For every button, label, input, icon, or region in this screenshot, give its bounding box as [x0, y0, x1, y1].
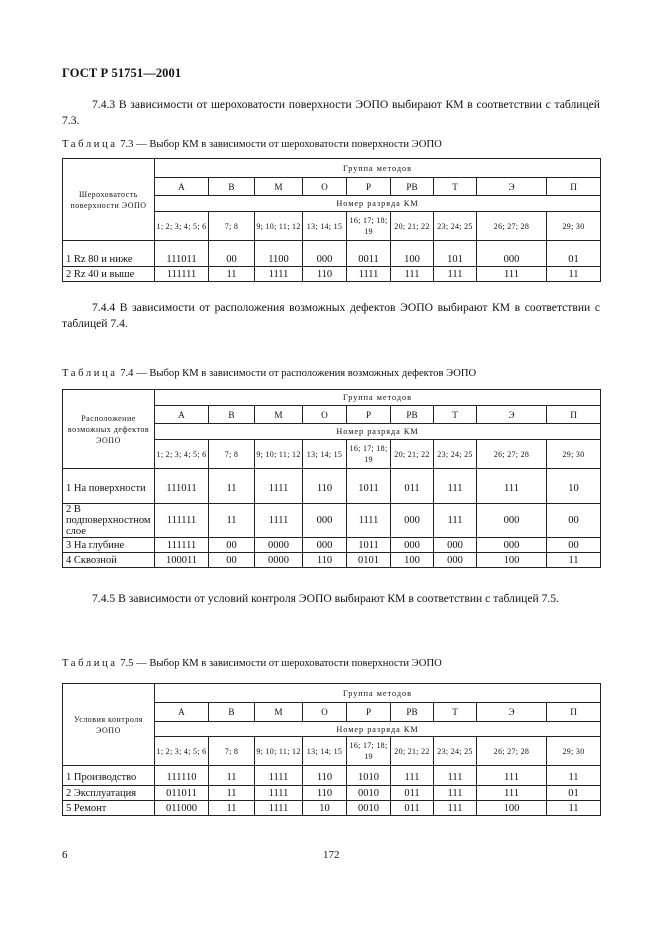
table-7-3: [62, 158, 601, 282]
value-cell: 1111: [255, 267, 303, 282]
value-cell: 000: [434, 553, 477, 568]
value-cell: 111110: [155, 771, 209, 786]
row-label-cell: 5 Ремонт: [63, 801, 155, 816]
rank-cell: 9; 10; 11; 12: [255, 737, 303, 766]
row-label-cell: 1 Производство: [63, 771, 155, 786]
value-cell: 10: [303, 801, 347, 816]
group-header-cell: М: [255, 178, 303, 196]
row-label-cell: 2 Rz 40 и выше: [63, 267, 155, 282]
value-cell: 111011: [155, 474, 209, 504]
value-cell: 111: [391, 267, 434, 282]
group-header-cell: В: [209, 178, 255, 196]
table-head-cell: Условия контроля ЭОПО: [63, 684, 155, 766]
value-cell: 111011: [155, 253, 209, 267]
row-label-cell: 3 На глубине: [63, 538, 155, 553]
group-header-cell: Э: [477, 406, 547, 424]
rank-cell: 23; 24; 25: [434, 737, 477, 766]
rank-cell: 9; 10; 11; 12: [255, 440, 303, 469]
value-cell: 0011: [347, 253, 391, 267]
value-cell: 100011: [155, 553, 209, 568]
group-header-cell: О: [303, 178, 347, 196]
row-label-cell: 2 Эксплуатация: [63, 786, 155, 801]
paragraph-7-4-4: 7.4.4 В зависимости от расположения возможных дефектов ЭОПО выбирают КМ в соответствии с таблицей 7.4.: [62, 301, 600, 330]
value-cell: 111: [434, 771, 477, 786]
rank-cell: 16; 17; 18; 19: [347, 440, 391, 469]
value-cell: 111111: [155, 504, 209, 538]
spacer-cell: [155, 241, 209, 253]
methods-group-header: Группа методов: [155, 159, 601, 178]
rank-cell: 13; 14; 15: [303, 440, 347, 469]
group-header-cell: О: [303, 406, 347, 424]
value-cell: 111: [434, 267, 477, 282]
value-cell: 000: [391, 538, 434, 553]
value-cell: 00: [209, 253, 255, 267]
spacer-cell: [63, 241, 155, 253]
spacer-row: [63, 241, 601, 253]
value-cell: 100: [477, 553, 547, 568]
value-cell: 000: [477, 253, 547, 267]
value-cell: 111: [477, 786, 547, 801]
table-7-4-caption: [62, 368, 476, 379]
value-cell: 000: [303, 253, 347, 267]
value-cell: 110: [303, 771, 347, 786]
value-cell: 110: [303, 267, 347, 282]
value-cell: 111: [434, 801, 477, 816]
group-header-cell: РВ: [391, 703, 434, 722]
rank-cell: 9; 10; 11; 12: [255, 212, 303, 241]
group-header-cell: В: [209, 406, 255, 424]
value-cell: 11: [547, 801, 601, 816]
caption-text: 7.4 — Выбор КМ в зависимости от расположения возможных дефектов ЭОПО: [117, 368, 477, 379]
rank-cell: 20; 21; 22: [391, 737, 434, 766]
group-header-cell: Р: [347, 703, 391, 722]
rank-cell: 26; 27; 28: [477, 440, 547, 469]
value-cell: 000: [477, 538, 547, 553]
rank-cell: 7; 8: [209, 737, 255, 766]
value-cell: 111: [477, 771, 547, 786]
value-cell: 1011: [347, 538, 391, 553]
group-header-cell: П: [547, 178, 601, 196]
value-cell: 100: [391, 253, 434, 267]
value-cell: 11: [209, 786, 255, 801]
value-cell: 011: [391, 786, 434, 801]
value-cell: 1010: [347, 771, 391, 786]
paragraph-7-4-3: 7.4.3 В зависимости от шероховатости поверхности ЭОПО выбирают КМ в соответствии с таблицей 7.3.: [62, 98, 600, 127]
value-cell: 000: [434, 538, 477, 553]
value-cell: 111: [434, 474, 477, 504]
paragraph-7-4-5: 7.4.5 В зависимости от условий контроля ЭОПО выбирают КМ в соответствии с таблицей 7.5.: [92, 592, 559, 605]
value-cell: 1111: [347, 267, 391, 282]
value-cell: 1011: [347, 474, 391, 504]
value-cell: 000: [477, 504, 547, 538]
rank-cell: 29; 30: [547, 212, 601, 241]
row-label-cell: 4 Сквозной: [63, 553, 155, 568]
caption-word: Таблица: [62, 139, 118, 150]
table-row: [63, 553, 601, 568]
caption-word: Таблица: [62, 658, 118, 669]
group-header-cell: РВ: [391, 178, 434, 196]
group-header-cell: П: [547, 406, 601, 424]
spacer-cell: [434, 241, 477, 253]
caption-word: Таблица: [62, 368, 118, 379]
group-header-cell: Т: [434, 178, 477, 196]
value-cell: 000: [391, 504, 434, 538]
value-cell: 11: [547, 267, 601, 282]
rank-number-header: Номер разряда КМ: [155, 196, 601, 212]
value-cell: 0010: [347, 801, 391, 816]
value-cell: 11: [209, 474, 255, 504]
value-cell: 111: [477, 267, 547, 282]
value-cell: 00: [209, 553, 255, 568]
group-header-cell: Э: [477, 703, 547, 722]
value-cell: 110: [303, 553, 347, 568]
value-cell: 01: [547, 786, 601, 801]
value-cell: 11: [209, 267, 255, 282]
group-header-cell: РВ: [391, 406, 434, 424]
table-row: [63, 253, 601, 267]
value-cell: 100: [391, 553, 434, 568]
group-header-cell: М: [255, 406, 303, 424]
group-header-cell: Т: [434, 703, 477, 722]
value-cell: 11: [209, 771, 255, 786]
value-cell: 1111: [255, 801, 303, 816]
table-row: [63, 504, 601, 538]
value-cell: 101: [434, 253, 477, 267]
spacer-cell: [209, 241, 255, 253]
rank-cell: 7; 8: [209, 440, 255, 469]
rank-number-header: Номер разряда КМ: [155, 424, 601, 440]
group-header-cell: Э: [477, 178, 547, 196]
row-label-cell: 2 В подповерхностном слое: [63, 504, 155, 538]
table-row: [63, 538, 601, 553]
rank-cell: 29; 30: [547, 440, 601, 469]
table-row: [63, 474, 601, 504]
value-cell: 1111: [347, 504, 391, 538]
rank-cell: 20; 21; 22: [391, 440, 434, 469]
rank-cell: 20; 21; 22: [391, 212, 434, 241]
rank-cell: 23; 24; 25: [434, 212, 477, 241]
group-header-cell: П: [547, 703, 601, 722]
methods-group-header: Группа методов: [155, 684, 601, 703]
group-header-cell: О: [303, 703, 347, 722]
page-number-center: 172: [323, 849, 340, 861]
value-cell: 000: [303, 504, 347, 538]
value-cell: 1111: [255, 474, 303, 504]
value-cell: 111111: [155, 267, 209, 282]
rank-cell: 13; 14; 15: [303, 737, 347, 766]
value-cell: 1111: [255, 771, 303, 786]
group-header-cell: Т: [434, 406, 477, 424]
value-cell: 0010: [347, 786, 391, 801]
value-cell: 11: [209, 504, 255, 538]
table-row: [63, 267, 601, 282]
table-row: [63, 786, 601, 801]
value-cell: 100: [477, 801, 547, 816]
methods-group-header: Группа методов: [155, 390, 601, 406]
value-cell: 110: [303, 474, 347, 504]
value-cell: 111: [477, 474, 547, 504]
rank-cell: 23; 24; 25: [434, 440, 477, 469]
rank-number-header: Номер разряда КМ: [155, 722, 601, 737]
group-header-cell: М: [255, 703, 303, 722]
group-header-cell: Р: [347, 178, 391, 196]
value-cell: 11: [547, 771, 601, 786]
value-cell: 111: [434, 786, 477, 801]
value-cell: 00: [547, 538, 601, 553]
value-cell: 11: [209, 801, 255, 816]
value-cell: 00: [547, 504, 601, 538]
rank-cell: 16; 17; 18; 19: [347, 212, 391, 241]
group-header-cell: А: [155, 406, 209, 424]
table-row: [63, 771, 601, 786]
spacer-cell: [303, 241, 347, 253]
spacer-cell: [547, 241, 601, 253]
spacer-cell: [391, 241, 434, 253]
value-cell: 1111: [255, 504, 303, 538]
table-7-5: [62, 683, 601, 816]
rank-cell: 16; 17; 18; 19: [347, 737, 391, 766]
value-cell: 0101: [347, 553, 391, 568]
table-head-cell: Шероховатость поверхности ЭОПО: [63, 159, 155, 241]
value-cell: 011: [391, 801, 434, 816]
group-header-cell: А: [155, 703, 209, 722]
value-cell: 000: [303, 538, 347, 553]
rank-cell: 1; 2; 3; 4; 5; 6: [155, 212, 209, 241]
spacer-cell: [255, 241, 303, 253]
value-cell: 011000: [155, 801, 209, 816]
rank-cell: 1; 2; 3; 4; 5; 6: [155, 737, 209, 766]
row-label-cell: 1 На поверхности: [63, 474, 155, 504]
value-cell: 111: [434, 504, 477, 538]
value-cell: 1100: [255, 253, 303, 267]
rank-cell: 13; 14; 15: [303, 212, 347, 241]
rank-cell: 29; 30: [547, 737, 601, 766]
caption-text: 7.5 — Выбор КМ в зависимости от шероховатости поверхности ЭОПО: [117, 658, 442, 669]
rank-cell: 1; 2; 3; 4; 5; 6: [155, 440, 209, 469]
page-number-left: 6: [62, 849, 68, 861]
value-cell: 00: [209, 538, 255, 553]
group-header-cell: В: [209, 703, 255, 722]
value-cell: 01: [547, 253, 601, 267]
group-header-cell: Р: [347, 406, 391, 424]
table-7-5-caption: [62, 658, 442, 669]
rank-cell: 26; 27; 28: [477, 212, 547, 241]
spacer-cell: [347, 241, 391, 253]
rank-cell: 7; 8: [209, 212, 255, 241]
table-7-4: [62, 389, 601, 568]
value-cell: 111: [391, 771, 434, 786]
row-label-cell: 1 Rz 80 и ниже: [63, 253, 155, 267]
document-header: ГОСТ Р 51751—2001: [62, 66, 182, 80]
value-cell: 0000: [255, 553, 303, 568]
value-cell: 11: [547, 553, 601, 568]
value-cell: 011011: [155, 786, 209, 801]
spacer-cell: [477, 241, 547, 253]
value-cell: 011: [391, 474, 434, 504]
value-cell: 0000: [255, 538, 303, 553]
value-cell: 1111: [255, 786, 303, 801]
table-row: [63, 801, 601, 816]
table-head-cell: Расположение возможных дефектов ЭОПО: [63, 390, 155, 469]
value-cell: 111111: [155, 538, 209, 553]
value-cell: 10: [547, 474, 601, 504]
rank-cell: 26; 27; 28: [477, 737, 547, 766]
table-7-3-caption: [62, 139, 442, 150]
caption-text: 7.3 — Выбор КМ в зависимости от шероховатости поверхности ЭОПО: [117, 139, 442, 150]
value-cell: 110: [303, 786, 347, 801]
group-header-cell: А: [155, 178, 209, 196]
